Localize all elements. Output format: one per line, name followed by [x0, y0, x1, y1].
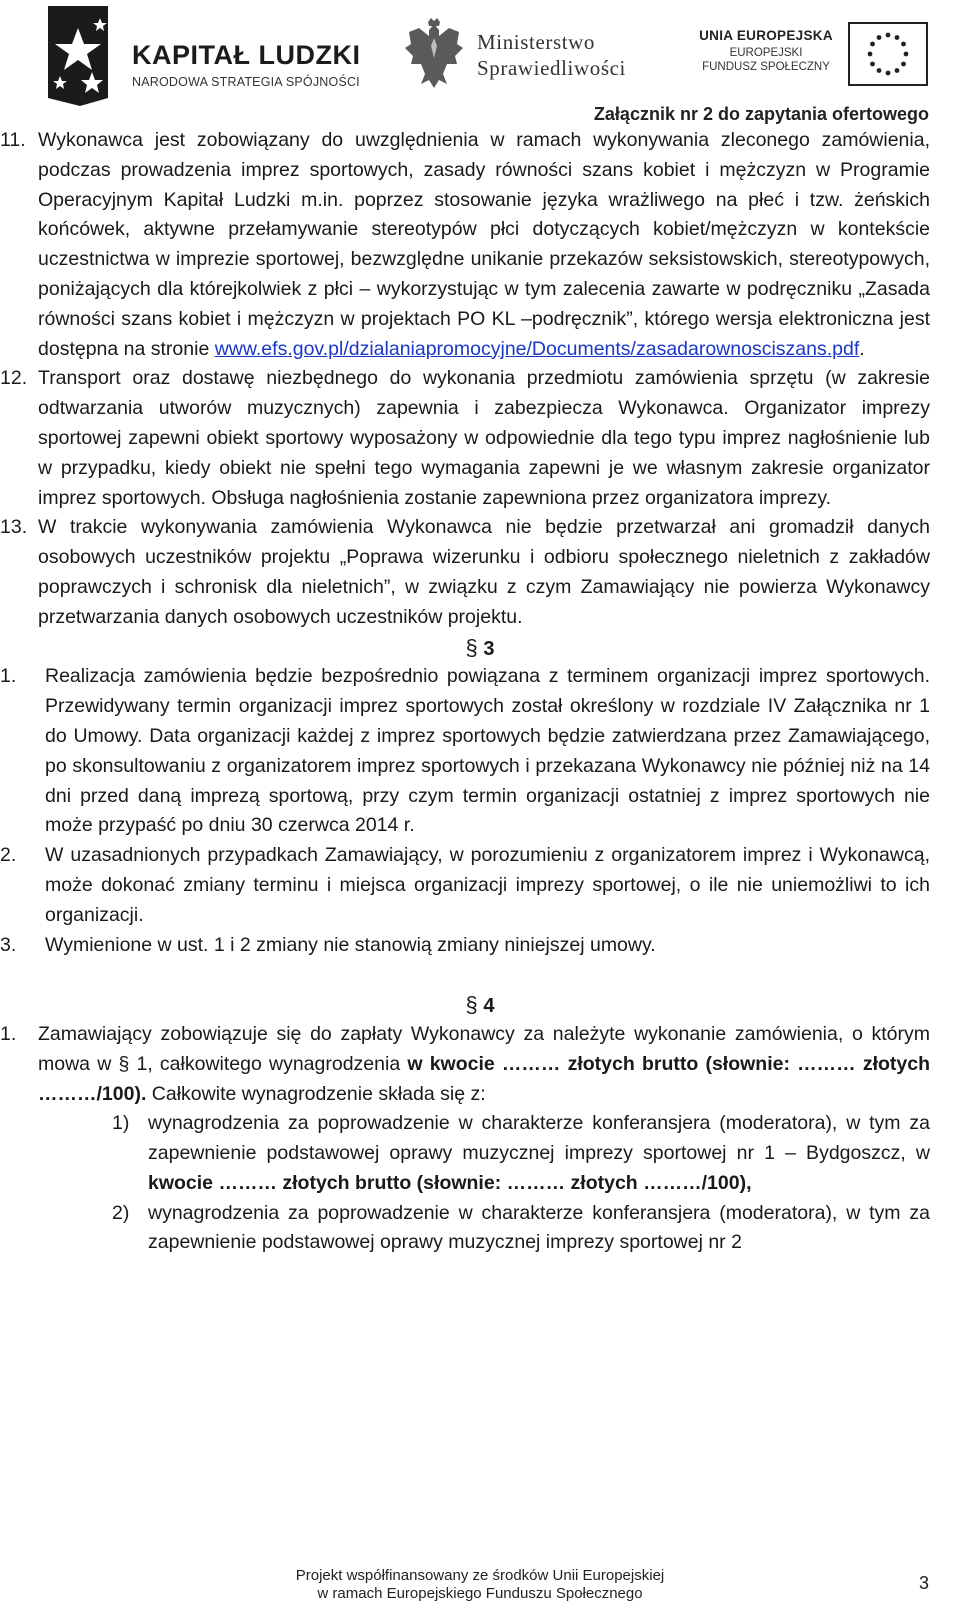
section4-subitem-1 [0, 1109, 960, 1198]
eagle-emblem-icon [403, 18, 465, 90]
footer-line1: Projekt współfinansowany ze środków Unii Europejskiej [295, 1567, 665, 1584]
section4-subitem-2 [0, 1199, 960, 1259]
subitem-text: wynagrodzenia za poprowadzenie w charakterze konferansjera (moderatora), w tym za zapewnienie podstawowej oprawy muzycznej imprezy sportowej nr 2 [148, 1201, 930, 1254]
item-number: 2. [0, 844, 17, 867]
item-number: 3. [0, 933, 17, 956]
item-text: Realizacja zamówienia będzie bezpośrednio powiązana z terminem organizacji imprez sportowych. Przewidywany termin organizacji imprez sportowych został określony w rozdziale IV Załącznika nr 1 do Umowy. Data organizacji każdej z imprez sportowych będzie zatwierdzana przez Zamawiającego, po skonsultowaniu z organizatorem imprez sportowych i przekazana Wykonawcy nie później niż na 14 dni przed daną imprezą sportową, przy czym termin organizacji ostatniej z imprez sportowych nie może przypaść po dniu 30 czerwca 2014 r. [45, 665, 930, 837]
amount-text: kwocie ……… złotych brutto (słownie: ……… złotych ………/100), [148, 1171, 752, 1194]
subitem-number: 2) [112, 1201, 130, 1224]
paragraph-number: 13. [0, 516, 28, 539]
document-body [0, 126, 960, 1258]
paragraph-end: . [859, 337, 865, 360]
paragraph-text: Wykonawca jest zobowiązany do uwzględnienia w ramach wykonywania zleconego zamówienia, podczas prowadzenia imprez sportowych, zasady równości szans kobiet i mężczyzn w Programie Operacyjnym Kapitał Ludzki m.in. poprzez stosowanie języka wrażliwego na płeć i tzw. żeńskich końcówek, aktywne przełamywanie stereotypów płci dotyczących kobiet/mężczyzn w kontekście uczestnictwa w imprezie sportowej, bezwzględne unikanie przekazów seksistowskich, stereotypowych, poniżających dla którejkolwiek z płci – wykorzystując w tym zalecenia zawarte w podręczniku „Zasada równości szans kobiet i mężczyzn w projektach PO KL –podręcznik”, którego wersja elektroniczna jest dostępna na stronie [38, 129, 930, 360]
annex-label: Załącznik nr 2 do zapytania ofertowego [593, 104, 929, 124]
item-text: Zamawiający zobowiązuje się do zapłaty Wykonawcy za należyte wykonanie zamówienia, o którym mowa w § 1, całkowitego wynagrodzenia [38, 1022, 930, 1075]
paragraph-text: W trakcie wykonywania zamówienia Wykonawca nie będzie przetwarzał ani gromadził danych osobowych uczestników projektu „Poprawa wizerunku i odbioru społecznego nieletnich z zakładów poprawczych i schronisk dla nieletnich”, w związku z czym Zamawiający nie powierza Wykonawcy przetwarzania danych osobowych uczestników projektu. [38, 516, 930, 628]
section-heading-3 [0, 633, 960, 663]
footer [0, 1567, 960, 1603]
section-sign: § [465, 634, 478, 660]
subitem-number: 1) [112, 1112, 130, 1135]
item-text: Wymienione w ust. 1 i 2 zmiany nie stanowią zmiany niniejszej umowy. [45, 933, 656, 956]
item-number: 1. [0, 665, 17, 688]
eu-logo-line1: UNIA EUROPEJSKA [699, 28, 833, 43]
kapital-ludzki-title: KAPITAŁ LUDZKI [132, 40, 361, 70]
section-number: 3 [483, 637, 495, 660]
kapital-ludzki-star-icon [40, 6, 120, 106]
kapital-ludzki-logo [40, 6, 370, 106]
eu-logo-line2: EUROPEJSKI [729, 47, 803, 59]
paragraph-number: 11. [0, 129, 26, 151]
paragraph-13 [0, 513, 960, 632]
item-text: W uzasadnionych przypadkach Zamawiający, w porozumieniu z organizatorem imprez i Wykonawcą, może dokonać zmiany terminu i miejsca organizacji imprezy sportowej, o ile nie uniemożliwi to ich organizacji. [45, 844, 930, 926]
paragraph-number: 12. [0, 367, 28, 390]
item-text-cont: Całkowite wynagrodzenie składa się z: [151, 1082, 486, 1105]
subitem-text: wynagrodzenia za poprowadzenie w charakterze konferansjera (moderatora), w tym za zapewnienie podstawowej oprawy muzycznej imprezy sportowej nr 1 – Bydgoszcz, w [148, 1112, 930, 1165]
section-heading-4 [0, 990, 960, 1020]
section3-item-1 [0, 662, 960, 841]
section3-item-2 [0, 841, 960, 930]
eu-logo-line3: FUNDUSZ SPOŁECZNY [702, 61, 830, 73]
item-number: 1. [0, 1022, 17, 1045]
section4-item-1 [0, 1020, 960, 1109]
paragraph-11 [0, 126, 960, 364]
footer-line2: w ramach Europejskiego Funduszu Społecznego [317, 1585, 643, 1602]
ministry-name-line2: Sprawiedliwości [477, 56, 626, 80]
ministry-name-line1: Ministerstwo [477, 30, 596, 54]
kapital-ludzki-subtitle: NARODOWA STRATEGIA SPÓJNOŚCI [132, 75, 360, 89]
paragraph-text: Transport oraz dostawę niezbędnego do wykonania przedmiotu zamówienia sprzętu (w zakresie odtwarzania utworów muzycznych) zapewnia i zabezpiecza Wykonawca. Organizator imprezy sportowej zapewni obiekt sportowy wyposażony w odpowiednie dla tego typu imprez nagłośnienie lub w przypadku, kiedy obiekt nie spełni tego wymagania zapewni je we własnym zakresie organizator imprez sportowych. Obsługa nagłośnienia zostanie zapewniona przez organizatora imprezy. [38, 367, 930, 509]
amount-text: w kwocie ……… złotych brutto (słownie: ……… złotych ………/100). [38, 1052, 930, 1105]
section-number: 4 [483, 995, 495, 1018]
page-number: 3 [918, 1573, 929, 1593]
ministry-logo [403, 18, 663, 98]
section-sign: § [465, 992, 478, 1018]
paragraph-12 [0, 364, 960, 513]
zasady-rownosci-link[interactable]: www.efs.gov.pl/dzialaniapromocyjne/Documents/zasadarownosciszans.pdf [214, 337, 860, 360]
eu-flag-icon [848, 22, 928, 86]
section3-item-3 [0, 931, 960, 961]
eu-logo [700, 22, 928, 92]
